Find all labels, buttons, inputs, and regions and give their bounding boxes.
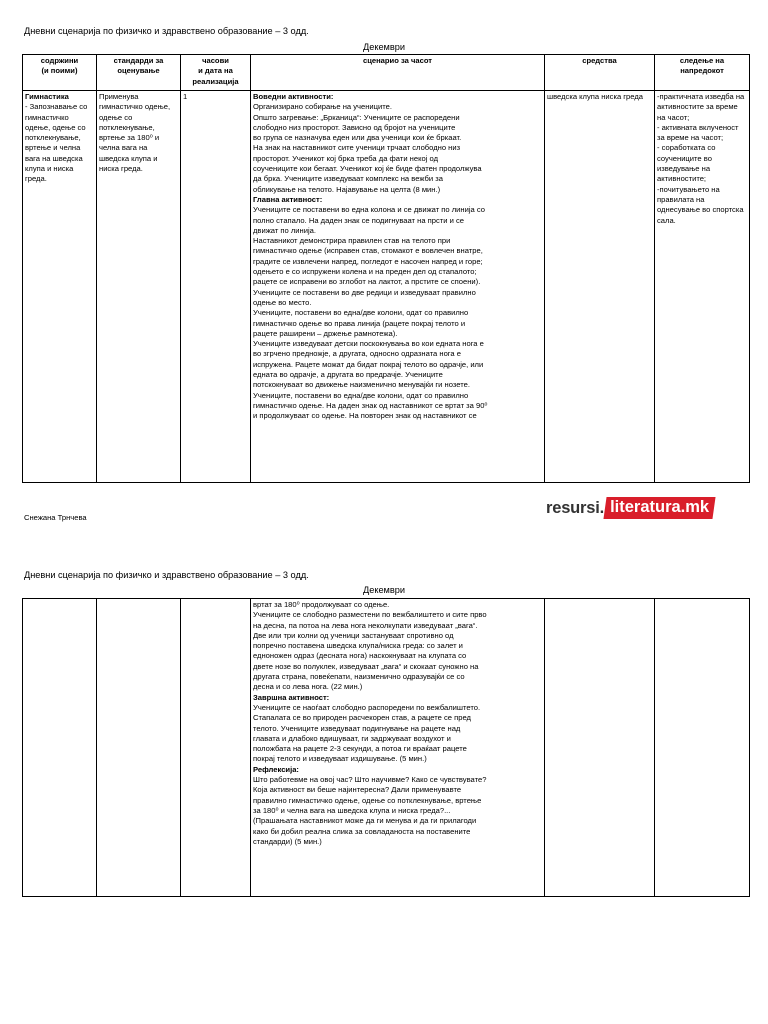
table-row: [23, 599, 750, 897]
page-title: Дневни сценарија по физичко и здравствено образование – 3 одд.: [24, 570, 309, 580]
scenario-line: Две или три колни од ученици застануваат спротивно од: [253, 630, 454, 640]
scenario-cell: [251, 599, 545, 897]
scenario-line: обликување на телото. Најавување на целта (8 мин.): [253, 184, 441, 194]
scenario-cell: [251, 91, 545, 483]
section-heading: Завршна активност:: [253, 692, 330, 702]
scenario-line: Општо загревање: „Брканица“: Учениците се распоредени: [253, 112, 460, 122]
scenario-line: потскокнуваат во движење наизменично менувајќи ги нозете.: [253, 380, 470, 390]
author-name: Снежана Трнчева: [24, 513, 87, 522]
scenario-line: (Прашањата наставникот може да ги менува и да ги прилагоди: [253, 816, 477, 826]
scenario-line: десна и со лева нога. (22 мин.): [253, 682, 363, 692]
scenario-line: На знак на наставникот сите ученици трчаат слободно низ: [253, 143, 461, 153]
scenario-line: Стапалата се во природен расчекорен став, а рацете се пред: [253, 713, 471, 723]
header-hours: часови и дата на реализација: [181, 55, 251, 91]
scenario-line: одењето е со испружени колена и на преден дел од стапалото;: [253, 267, 477, 277]
scenario-line: Учениците, поставени во една/две колони, одат со правилно: [253, 390, 469, 400]
scenario-line: рацете се исправени во зглобот на лактот, а прстите се споени).: [253, 277, 481, 287]
scenario-line: едната во одрачје, а другата во предрачје. Учениците: [253, 370, 443, 380]
scenario-line: градите се извлечени напред, погледот е насочен напред и горе;: [253, 256, 483, 266]
header-means: средства: [545, 55, 655, 91]
scenario-line: Што работевме на овој час? Што научивме? Како се чувствувате?: [253, 775, 487, 785]
scenario-line: рацете раширени – држење рамнотежа).: [253, 328, 398, 338]
table-row: [23, 91, 750, 483]
header-content: содржини (и поими): [23, 55, 97, 91]
hours-cell: [181, 599, 251, 897]
scenario-line: соучениците кои бегаат. Ученикот кој ќе биде фатен продолжува: [253, 164, 482, 174]
scenario-line: стандарди) (5 мин.): [253, 836, 322, 846]
scenario-line: за 180⁰ и челна вага на шведска клупа и ниска греда?...: [253, 805, 451, 815]
scenario-line: вртат за 180⁰ продолжуваат со одење.: [253, 600, 390, 609]
scenario-line: просторот. Ученикот кој брка треба да фати некој од: [253, 153, 438, 163]
scenario-line: положбата на рацете 2-3 секунди, а потоа ги враќаат рацете: [253, 744, 467, 754]
scenario-line: Учениците, поставени во една/две колони, одат со правилно: [253, 308, 469, 318]
section-heading: Воведни активности:: [253, 92, 334, 101]
content-cell: [23, 599, 97, 897]
scenario-line: попречно поставена шведска клупа/ниска греда: со залет и: [253, 641, 463, 651]
scenario-line: покрај телото и изведуваат издишување. (5 мин.): [253, 754, 427, 764]
standards-cell: [97, 599, 181, 897]
page-title: Дневни сценарија по физичко и здравствено образование – 3 одд.: [24, 26, 309, 36]
section-heading: Рефлексија:: [253, 764, 299, 774]
header-tracking: следење на напредокот: [655, 55, 750, 91]
scenario-line: другата страна, повеќепати, наизменично одразувајќи се со: [253, 672, 465, 682]
table-header-row: [23, 55, 750, 91]
scenario-line: гимнастичко одење во права линија (рацете покрај телото и: [253, 318, 466, 328]
lesson-plan-table: [22, 54, 750, 483]
month-label: Декември: [362, 585, 405, 595]
scenario-line: Учениците се поставени во една колона и се движат по линија со: [253, 205, 485, 215]
scenario-line: Која активност ви беше најинтересна? Дали применувавте: [253, 785, 462, 795]
scenario-line: како би добил реална слика за совладаноста на поставените: [253, 826, 471, 836]
scenario-line: на десна, па потоа на лева нога неколкупати изведуваат „вага“.: [253, 620, 478, 630]
scenario-line: во група се назначува еден или два ученици кои ќе бркаат.: [253, 133, 462, 143]
scenario-line: двете нозе во полуклек, изведуваат „вага“ и скокаат суножно на: [253, 661, 479, 671]
lesson-plan-table-continued: [22, 598, 750, 897]
scenario-line: гимнастичко одење (исправен став, стомакот е вовлечен внатре,: [253, 246, 483, 256]
scenario-line: Наставникот демонстрира правилен став на телото при: [253, 236, 451, 246]
scenario-line: главата и длабоко вдишуваат, ги задржуваат воздухот и: [253, 733, 451, 743]
scenario-line: и продолжуваат со одење. На повторен знак од наставникот се: [253, 411, 477, 421]
means-cell: шведска клупа ниска греда: [545, 91, 655, 483]
scenario-line: Учениците изведуваат детски поскокнувања во кои едната нога е: [253, 339, 484, 349]
section-heading: Главна активност:: [253, 194, 323, 204]
standards-cell: Применува гимнастичко одење, одење со потклекнување, вртење за 180⁰ и челна вага на шведска клупа и ниска греда.: [97, 91, 181, 483]
scenario-line: полно стапало. На даден знак се подигнуваат на прсти и се: [253, 215, 465, 225]
header-scenario: сценарио за часот: [251, 55, 545, 91]
scenario-line: Организирано собирање на учениците.: [253, 102, 392, 112]
scenario-line: одење во место.: [253, 297, 312, 307]
content-cell: Гимнастика - Запознавање со гимнастичко одење, одење со потклекнување, вртење и челна вага на шведска клупа и ниска греда.: [23, 91, 97, 483]
header-standards: стандарди за оценување: [97, 55, 181, 91]
hours-cell: 1: [181, 91, 251, 483]
scenario-line: слободно низ просторот. Зависно од бројот на учениците: [253, 122, 456, 132]
scenario-line: Учениците се слободно разместени по вежбалиштето и сите прво: [253, 610, 487, 620]
month-label: Декември: [362, 42, 405, 52]
scenario-line: гимнастичко одење. На даден знак од наставникот се вртат за 90⁰: [253, 400, 488, 410]
scenario-line: телото. Учениците изведуваат подигнување на рацете над: [253, 723, 461, 733]
site-logo: resursi. literatura.mk: [546, 496, 714, 520]
scenario-line: едноножен одраз (десната нога) наскокнуваат на клупата со: [253, 651, 467, 661]
scenario-line: Учениците се наоѓаат слободно распоредени по вежбалиштето.: [253, 702, 481, 712]
scenario-line: движат по линија.: [253, 225, 317, 235]
tracking-cell: -практичната изведба на активностите за време на часот; - активната вклученост за време на часот; - соработката со соучениците во изведување на активностите; -почитувањето на правилата на однесување во спортска сала.: [655, 91, 750, 483]
scenario-line: Учениците се поставени во две редици и изведуваат правилно: [253, 287, 476, 297]
scenario-line: во згрчено предножје, а другата, односно одразната нога е: [253, 349, 461, 359]
scenario-line: испружена. Рацете можат да бидат покрај телото во одрачје, или: [253, 359, 484, 369]
means-cell: [545, 599, 655, 897]
tracking-cell: [655, 599, 750, 897]
scenario-line: правилно гимнастичко одење, одење со потклекнување, вртење: [253, 795, 482, 805]
scenario-line: да брка. Учениците изведуваат комплекс на вежби за: [253, 174, 443, 184]
